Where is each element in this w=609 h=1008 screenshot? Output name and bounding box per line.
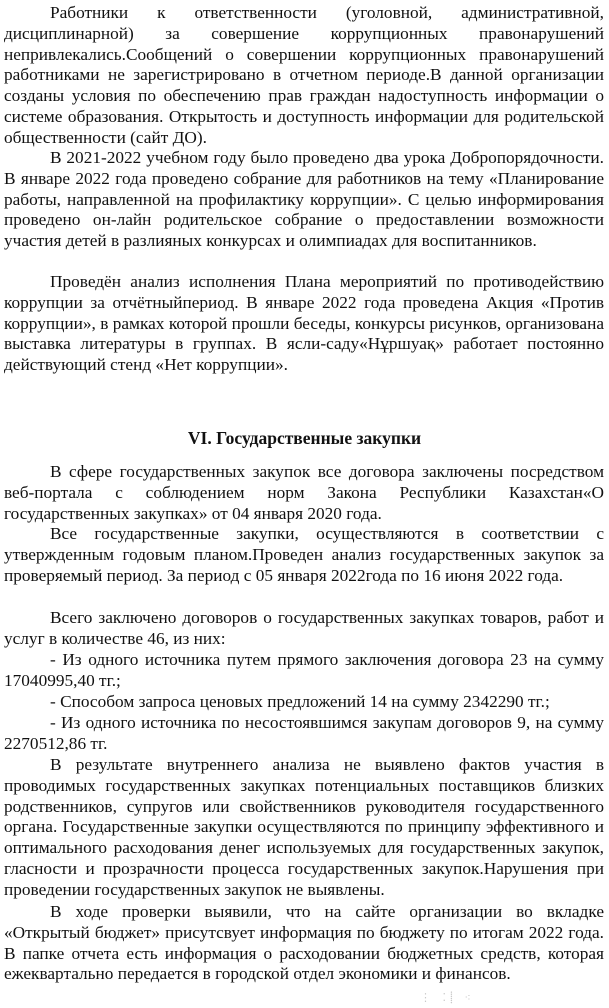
list-item-price-requests: - Способом запроса ценовых предложений 14 на сумму 2342290 тг.; (50, 692, 550, 711)
paragraph-internal-analysis: В результате внутреннего анализа не выявлено фактов участия в проводимых государственных закупках потенциальных поставщиков близких родственников, супругов или свойственников руководителя государственного органа. Государственные закупки осуществляются по принципу эффективного и оптимального расходования денег используемых для государственных закупок, гласности и прозрачности процесса государственных закупок.Нарушения при проведении государственных закупок не выявлены. (4, 755, 604, 899)
paragraph-open-budget: В ходе проверки выявили, что на сайте организации во вкладке «Открытый бюджет» присутсвует информация по бюджету по итогам 2022 года. В папке отчета есть информация о расходовании бюджетных средств, которая ежеквартально передается в городской отдел экономики и финансов. (4, 902, 604, 984)
paragraph-integrity-lessons: В 2021-2022 учебном году было проведено два урока Добропорядочности. В январе 2022 года проведено собрание для работников на тему «Планирование работы, направленной на профилактику коррупции». С целью информирования проведено он-лайн родительское собрание о предоставлении возможности участия детей в разлияных конкурсах и олимпиадах для воспитанников. (4, 148, 604, 251)
paragraph-contracts-total: Всего заключено договоров о государственных закупках товаров, работ и услуг в количестве 46, из них: (4, 608, 604, 648)
scan-artifact: ⋮ ⁚⸽ ⁖ (420, 991, 475, 1004)
paragraph-procurement-plan: Все государственные закупки, осуществляются в соответствии с утвержденным годовым планом.Проведен анализ государственных закупок за проверяемый период. За период с 05 января 2022года по 16 июня 2022 года. (4, 524, 604, 585)
list-item-failed-procurements: - Из одного источника по несостоявшимся закупам договоров 9, на сумму 2270512,86 тг. (4, 713, 604, 753)
paragraph-plan-analysis: Проведён анализ исполнения Плана мероприятий по противодействию коррупции за отчётныйпериод. В январе 2022 года проведена Акция «Против коррупции», в рамках которой прошли беседы, конкурсы рисунков, организована выставка литературы в группах. В ясли-саду«Нұршуақ» работает постоянно действующий стенд «Нет коррупции». (4, 272, 604, 375)
paragraph-procurement-intro: В сфере государственных закупок все договора заключены посредством веб-портала с соблюдением норм Закона Республики Казахстан«О государственных закупках» от 04 января 2020 года. (4, 462, 604, 523)
section-heading: VI. Государственные закупки (187, 428, 422, 448)
paragraph-responsibility: Работники к ответственности (уголовной, административной, дисциплинарной) за совершение коррупционных правонарушений непривлекались.Сообщений о совершении коррупционных правонарушений работниками не зарегистрировано в отчетном периоде.В данной организации созданы условия по обеспечению прав граждан надоступность информации о системе образования. Открытость и доступность информации для родительской общественности (сайт ДО). (4, 3, 604, 147)
list-item-direct-contracts: - Из одного источника путем прямого заключения договора 23 на сумму 17040995,40 тг.; (4, 650, 604, 690)
